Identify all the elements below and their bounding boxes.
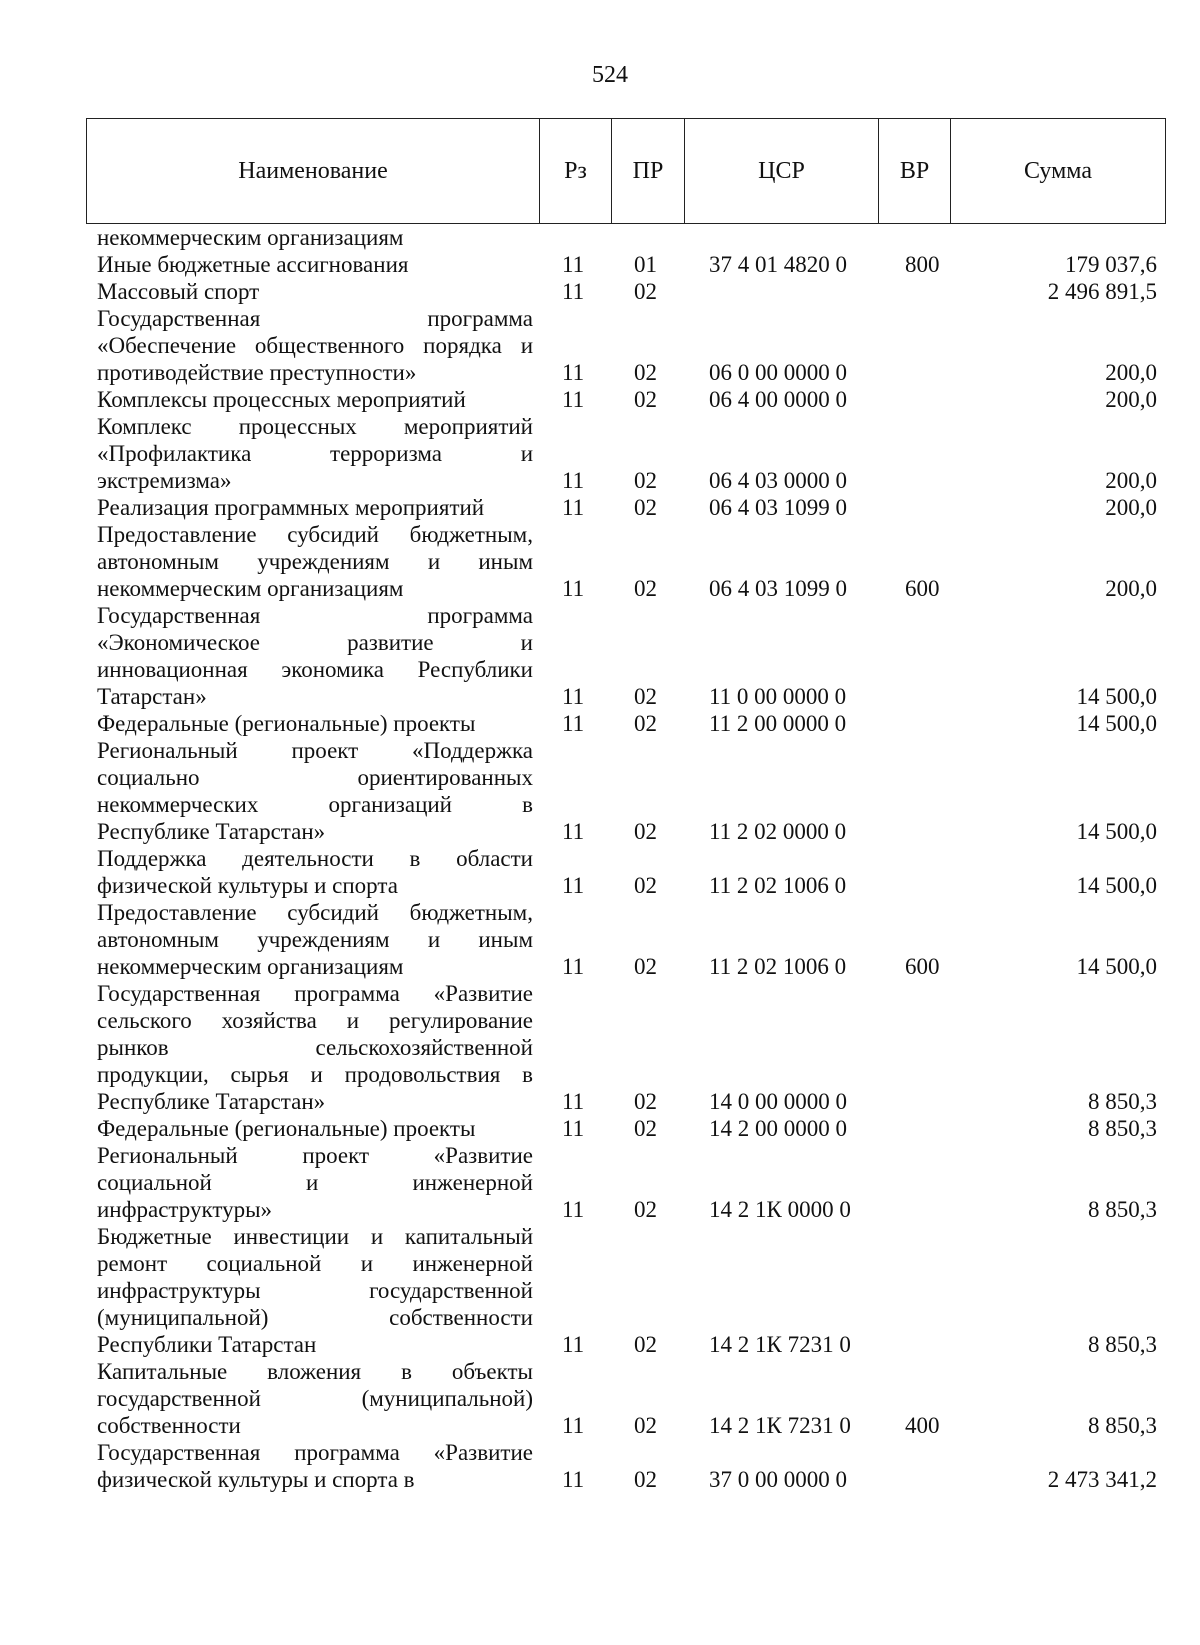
table-row — [97, 386, 1157, 413]
row-name-line: ремонт социальной и инженерной — [97, 1251, 533, 1276]
row-rz: 11 — [562, 873, 585, 898]
table-row — [97, 710, 1157, 737]
row-name-line: физической культуры и спорта в — [97, 1467, 415, 1492]
row-name-line: Иные бюджетные ассигнования — [97, 252, 409, 277]
row-pr: 02 — [634, 711, 657, 736]
row-sum: 2 496 891,5 — [1047, 279, 1157, 304]
row-pr: 02 — [634, 684, 657, 709]
row-name-line: «Экономическое развитие и — [97, 630, 533, 655]
row-csr: 06 4 03 1099 0 — [709, 576, 847, 601]
header-vr: ВР — [878, 119, 950, 223]
row-sum: 179 037,6 — [1065, 252, 1157, 277]
row-name-line: Республике Татарстан» — [97, 819, 326, 844]
table-body — [97, 224, 1157, 1493]
row-name-line: сельского хозяйства и регулирование — [97, 1008, 533, 1033]
row-rz: 11 — [562, 279, 585, 304]
table-row — [97, 1358, 1157, 1439]
row-name — [97, 1115, 533, 1142]
row-rz: 11 — [562, 360, 585, 385]
row-name-line: автономным учреждениям и иным — [97, 549, 533, 574]
header-csr: ЦСР — [684, 119, 878, 223]
row-name-line: некоммерческим организациям — [97, 225, 404, 250]
row-csr: 14 2 1К 7231 0 — [709, 1332, 851, 1357]
row-csr: 06 4 03 0000 0 — [709, 468, 847, 493]
row-csr: 11 2 02 1006 0 — [709, 954, 847, 979]
row-name — [97, 899, 533, 980]
row-name-line: Реализация программных мероприятий — [97, 495, 485, 520]
table-row — [97, 1223, 1157, 1358]
row-name-line: Комплексы процессных мероприятий — [97, 387, 466, 412]
row-name — [97, 845, 533, 899]
table-row — [97, 494, 1157, 521]
row-name — [97, 413, 533, 494]
row-name-line: Государственная программа — [97, 306, 533, 331]
row-rz: 11 — [562, 1116, 585, 1141]
row-name-line: Комплекс процессных мероприятий — [97, 414, 533, 439]
row-name-line: автономным учреждениям и иным — [97, 927, 533, 952]
row-name — [97, 494, 533, 521]
row-pr: 01 — [634, 252, 657, 277]
row-name — [97, 1142, 533, 1223]
row-name-line: некоммерческим организациям — [97, 954, 404, 979]
row-csr: 06 4 00 0000 0 — [709, 387, 847, 412]
row-pr: 02 — [634, 495, 657, 520]
row-name — [97, 386, 533, 413]
row-name-line: «Обеспечение общественного порядка и — [97, 333, 533, 358]
row-csr: 14 2 1К 7231 0 — [709, 1413, 851, 1438]
header-pr: ПР — [611, 119, 684, 223]
table-row — [97, 305, 1157, 386]
row-sum: 200,0 — [1105, 387, 1157, 412]
row-pr: 02 — [634, 1089, 657, 1114]
row-name-line: инфраструктуры» — [97, 1197, 273, 1222]
table-row — [97, 899, 1157, 980]
row-name-line: государственной (муниципальной) — [97, 1386, 533, 1411]
row-csr: 14 0 00 0000 0 — [709, 1089, 847, 1114]
row-name-line: экстремизма» — [97, 468, 232, 493]
row-name — [97, 980, 533, 1115]
row-pr: 02 — [634, 576, 657, 601]
row-sum: 200,0 — [1105, 468, 1157, 493]
row-sum: 14 500,0 — [1076, 819, 1157, 844]
row-vr: 600 — [905, 576, 940, 601]
row-csr: 11 0 00 0000 0 — [709, 684, 847, 709]
row-rz: 11 — [562, 1413, 585, 1438]
row-sum: 14 500,0 — [1076, 711, 1157, 736]
table-row — [97, 737, 1157, 845]
row-rz: 11 — [562, 495, 585, 520]
row-pr: 02 — [634, 279, 657, 304]
row-pr: 02 — [634, 1116, 657, 1141]
row-vr: 600 — [905, 954, 940, 979]
table-row — [97, 251, 1157, 278]
row-pr: 02 — [634, 1197, 657, 1222]
row-name-line: Республике Татарстан» — [97, 1089, 326, 1114]
row-sum: 8 850,3 — [1088, 1197, 1157, 1222]
row-name — [97, 1223, 533, 1358]
row-rz: 11 — [562, 1197, 585, 1222]
row-pr: 02 — [634, 468, 657, 493]
row-name-line: инновационная экономика Республики — [97, 657, 533, 682]
table-row — [97, 413, 1157, 494]
table-header — [86, 118, 1166, 224]
row-name-line: Капитальные вложения в объекты — [97, 1359, 533, 1384]
row-sum: 14 500,0 — [1076, 954, 1157, 979]
table-row — [97, 845, 1157, 899]
row-rz: 11 — [562, 954, 585, 979]
row-sum: 8 850,3 — [1088, 1089, 1157, 1114]
row-csr: 14 2 00 0000 0 — [709, 1116, 847, 1141]
row-name — [97, 1439, 533, 1493]
row-name — [97, 224, 533, 251]
row-csr: 37 0 00 0000 0 — [709, 1467, 847, 1492]
row-sum: 2 473 341,2 — [1047, 1467, 1157, 1492]
row-name-line: Государственная программа — [97, 603, 533, 628]
row-name-line: Федеральные (региональные) проекты — [97, 1116, 476, 1141]
row-pr: 02 — [634, 1467, 657, 1492]
row-name-line: рынков сельскохозяйственной — [97, 1035, 533, 1060]
row-name-line: Государственная программа «Развитие — [97, 1440, 533, 1465]
row-name-line: физической культуры и спорта — [97, 873, 398, 898]
row-name-line: (муниципальной) собственности — [97, 1305, 533, 1330]
row-rz: 11 — [562, 819, 585, 844]
row-name — [97, 251, 533, 278]
row-name-line: Бюджетные инвестиции и капитальный — [97, 1224, 533, 1249]
row-sum: 14 500,0 — [1076, 873, 1157, 898]
row-name-line: некоммерческим организациям — [97, 576, 404, 601]
row-name-line: продукции, сырья и продовольствия в — [97, 1062, 533, 1087]
row-name-line: Татарстан» — [97, 684, 207, 709]
table-row — [97, 1115, 1157, 1142]
row-name-line: Региональный проект «Развитие — [97, 1143, 533, 1168]
row-sum: 200,0 — [1105, 576, 1157, 601]
row-name-line: Предоставление субсидий бюджетным, — [97, 900, 533, 925]
row-pr: 02 — [634, 954, 657, 979]
row-name-line: Федеральные (региональные) проекты — [97, 711, 476, 736]
row-csr: 06 0 00 0000 0 — [709, 360, 847, 385]
row-name-line: инфраструктуры государственной — [97, 1278, 533, 1303]
row-name — [97, 602, 533, 710]
row-name — [97, 737, 533, 845]
row-rz: 11 — [562, 252, 585, 277]
row-sum: 8 850,3 — [1088, 1332, 1157, 1357]
row-sum: 200,0 — [1105, 360, 1157, 385]
row-rz: 11 — [562, 576, 585, 601]
row-name-line: «Профилактика терроризма и — [97, 441, 533, 466]
row-rz: 11 — [562, 1332, 585, 1357]
row-csr: 11 2 00 0000 0 — [709, 711, 847, 736]
row-pr: 02 — [634, 819, 657, 844]
row-name-line: социально ориентированных — [97, 765, 533, 790]
row-name — [97, 305, 533, 386]
row-rz: 11 — [562, 1467, 585, 1492]
row-pr: 02 — [634, 360, 657, 385]
row-csr: 14 2 1К 0000 0 — [709, 1197, 851, 1222]
row-name-line: Государственная программа «Развитие — [97, 981, 533, 1006]
row-name-line: некоммерческих организаций в — [97, 792, 533, 817]
row-pr: 02 — [634, 1332, 657, 1357]
row-csr: 11 2 02 1006 0 — [709, 873, 847, 898]
table-row — [97, 224, 1157, 251]
row-sum: 200,0 — [1105, 495, 1157, 520]
row-name — [97, 1358, 533, 1439]
row-sum: 14 500,0 — [1076, 684, 1157, 709]
table-row — [97, 1439, 1157, 1493]
row-name-line: Предоставление субсидий бюджетным, — [97, 522, 533, 547]
row-name-line: противодействие преступности» — [97, 360, 417, 385]
row-pr: 02 — [634, 387, 657, 412]
row-pr: 02 — [634, 873, 657, 898]
header-sum: Сумма — [950, 119, 1165, 223]
row-sum: 8 850,3 — [1088, 1116, 1157, 1141]
row-name-line: Массовый спорт — [97, 279, 260, 304]
row-rz: 11 — [562, 1089, 585, 1114]
row-rz: 11 — [562, 684, 585, 709]
row-name-line: Поддержка деятельности в области — [97, 846, 533, 871]
row-csr: 11 2 02 0000 0 — [709, 819, 847, 844]
row-name-line: Республики Татарстан — [97, 1332, 317, 1357]
table-row — [97, 980, 1157, 1115]
row-rz: 11 — [562, 468, 585, 493]
table-row — [97, 278, 1157, 305]
page-number: 524 — [592, 62, 628, 88]
row-rz: 11 — [562, 711, 585, 736]
row-name — [97, 710, 533, 737]
row-name — [97, 521, 533, 602]
table-row — [97, 1142, 1157, 1223]
row-sum: 8 850,3 — [1088, 1413, 1157, 1438]
row-name-line: Региональный проект «Поддержка — [97, 738, 533, 763]
table-row — [97, 602, 1157, 710]
header-name: Наименование — [238, 157, 388, 184]
row-csr: 06 4 03 1099 0 — [709, 495, 847, 520]
row-name-line: социальной и инженерной — [97, 1170, 533, 1195]
header-rz: Рз — [539, 119, 611, 223]
table-row — [97, 521, 1157, 602]
row-vr: 800 — [905, 252, 940, 277]
row-pr: 02 — [634, 1413, 657, 1438]
row-csr: 37 4 01 4820 0 — [709, 252, 847, 277]
row-name — [97, 278, 533, 305]
row-rz: 11 — [562, 387, 585, 412]
row-name-line: собственности — [97, 1413, 241, 1438]
row-vr: 400 — [905, 1413, 940, 1438]
